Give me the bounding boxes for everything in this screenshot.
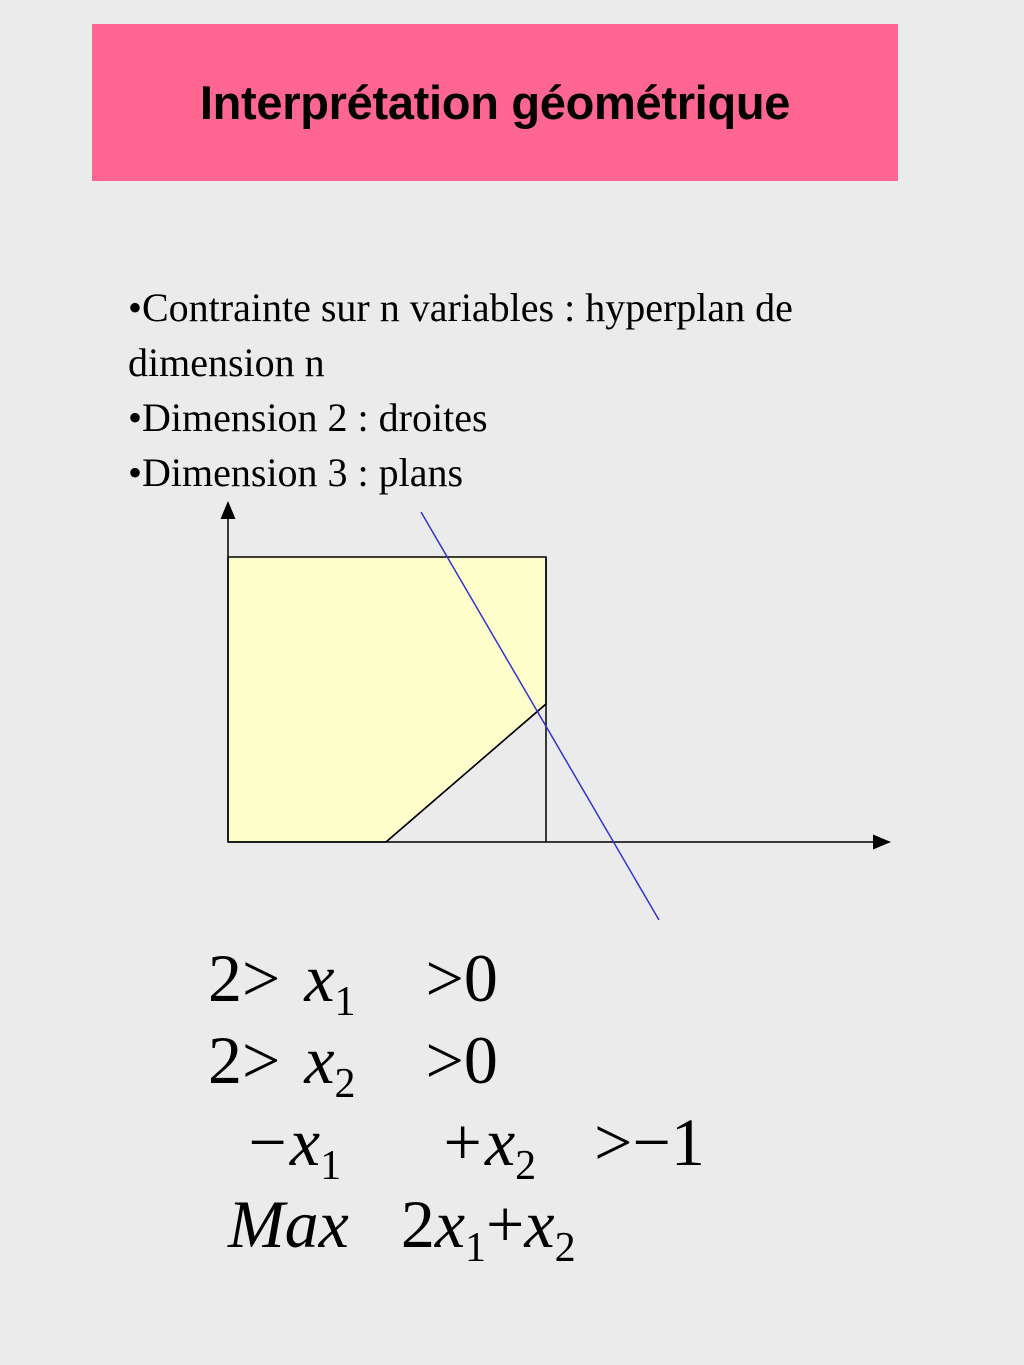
eq2-var: x xyxy=(304,1022,335,1098)
objective-sub1: 1 xyxy=(465,1225,487,1271)
objective-label: Max xyxy=(228,1186,349,1262)
eq3-term1: −x xyxy=(244,1104,321,1180)
constraint-eq-3 xyxy=(244,1104,705,1189)
eq3-term2: +x xyxy=(439,1104,516,1180)
eq1-sub: 1 xyxy=(334,979,356,1025)
objective-var2: x xyxy=(524,1186,555,1262)
eq3-sub1: 1 xyxy=(320,1143,342,1189)
constraint-eq-2 xyxy=(208,1022,498,1107)
objective-function xyxy=(228,1186,576,1271)
eq1-var: x xyxy=(304,940,335,1016)
bullet-item: •Contrainte sur n variables : hyperplan de dimension n xyxy=(128,285,793,385)
eq3-right: >−1 xyxy=(594,1104,705,1180)
bullet-item: •Dimension 2 : droites xyxy=(128,395,488,440)
objective-var1: x xyxy=(434,1186,466,1262)
objective-coef: 2 xyxy=(400,1186,435,1262)
constraint-eq-1 xyxy=(208,940,498,1025)
eq3-sub2: 2 xyxy=(515,1143,537,1189)
eq2-right: >0 xyxy=(425,1022,498,1098)
objective-sub2: 2 xyxy=(554,1225,576,1271)
eq1-left: 2> xyxy=(208,940,281,1016)
objective-plus: + xyxy=(486,1186,525,1262)
bullet-item: •Dimension 3 : plans xyxy=(128,450,464,495)
feasible-region xyxy=(228,557,546,842)
eq1-right: >0 xyxy=(425,940,498,1016)
eq2-left: 2> xyxy=(208,1022,281,1098)
eq2-sub: 2 xyxy=(334,1061,356,1107)
slide-title: Interprétation géométrique xyxy=(199,76,791,129)
